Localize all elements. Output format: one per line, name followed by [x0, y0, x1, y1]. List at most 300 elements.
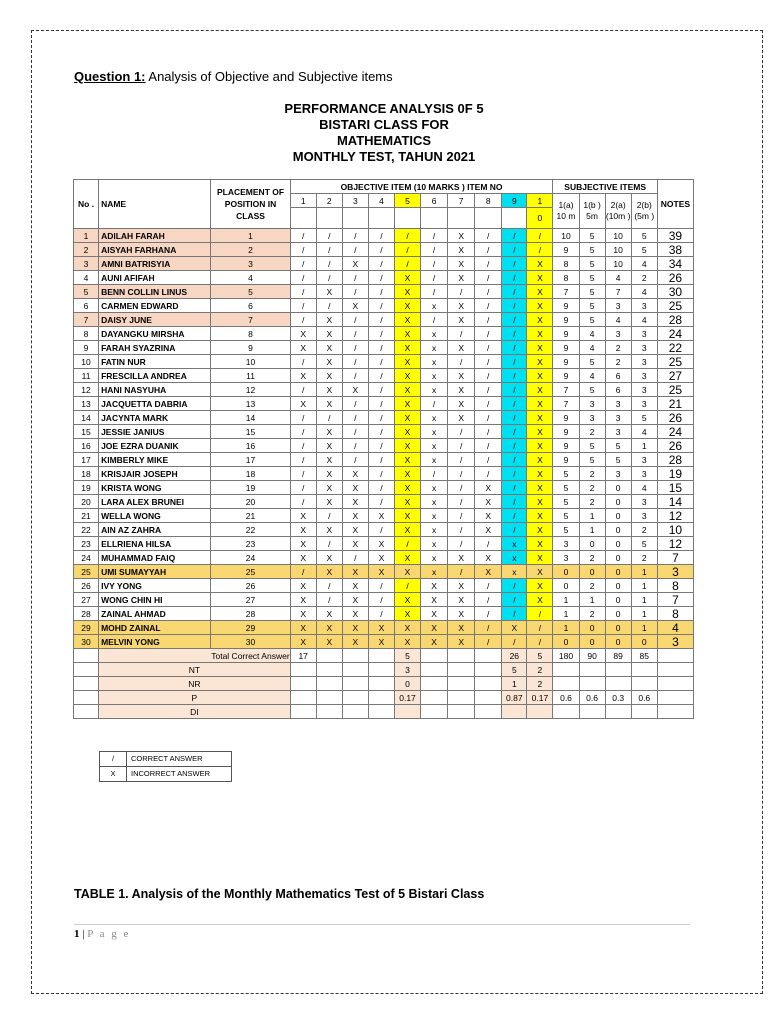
objective-answer: x — [421, 411, 448, 425]
placement-value: 13 — [211, 397, 290, 411]
objective-answer: X — [527, 481, 553, 495]
totals-cell: 5 — [502, 663, 527, 677]
totals-cell — [475, 663, 502, 677]
notes-value: 27 — [657, 369, 693, 383]
subjective-score: 2 — [631, 271, 657, 285]
objective-answer: X — [448, 243, 475, 257]
objective-answer: / — [502, 369, 527, 383]
student-name: KIMBERLY MIKE — [99, 453, 211, 467]
subjective-score: 3 — [631, 369, 657, 383]
objective-answer: / — [475, 257, 502, 271]
notes-value: 26 — [657, 411, 693, 425]
objective-answer: / — [448, 523, 475, 537]
placement-value: 23 — [211, 537, 290, 551]
totals-subj-cell — [605, 663, 631, 677]
title-line-4: MONTHLY TEST, TAHUN 2021 — [292, 149, 476, 164]
subjective-score: 1 — [553, 593, 579, 607]
objective-answer: / — [475, 439, 502, 453]
subjective-score: 5 — [579, 453, 605, 467]
objective-answer: / — [290, 495, 316, 509]
notes-value: 39 — [657, 229, 693, 243]
student-name: HANI NASYUHA — [99, 383, 211, 397]
totals-cell: 5 — [527, 649, 553, 663]
totals-label: NR — [99, 677, 291, 691]
notes-value: 30 — [657, 285, 693, 299]
subjective-score: 5 — [579, 229, 605, 243]
objective-answer: / — [368, 271, 394, 285]
objective-answer: X — [475, 495, 502, 509]
header-subj-item: 1(a) 10 m — [553, 194, 579, 229]
objective-answer: / — [368, 481, 394, 495]
objective-answer: X — [475, 523, 502, 537]
notes-value: 4 — [657, 621, 693, 635]
placement-value: 2 — [211, 243, 290, 257]
student-name: WONG CHIN HI — [99, 593, 211, 607]
objective-answer: / — [342, 425, 368, 439]
totals-cell — [342, 649, 368, 663]
row-number: 28 — [74, 607, 99, 621]
table-row — [74, 635, 694, 649]
header-obj-item: 6 — [421, 194, 448, 208]
objective-answer: / — [502, 271, 527, 285]
objective-answer: / — [394, 537, 420, 551]
totals-subj-cell — [579, 705, 605, 719]
objective-answer: X — [527, 453, 553, 467]
header-blank — [368, 208, 394, 229]
totals-cell — [368, 677, 394, 691]
subjective-score: 4 — [631, 481, 657, 495]
objective-answer: / — [448, 537, 475, 551]
objective-answer: / — [368, 593, 394, 607]
notes-value: 38 — [657, 243, 693, 257]
subjective-score: 5 — [579, 313, 605, 327]
student-name: KRISTA WONG — [99, 481, 211, 495]
objective-answer: X — [368, 621, 394, 635]
objective-answer: X — [394, 481, 420, 495]
objective-answer: X — [290, 341, 316, 355]
objective-answer: / — [290, 439, 316, 453]
objective-answer: X — [368, 551, 394, 565]
notes-value: 8 — [657, 579, 693, 593]
totals-blank — [74, 705, 99, 719]
objective-answer: / — [502, 257, 527, 271]
objective-answer: X — [527, 593, 553, 607]
placement-value: 10 — [211, 355, 290, 369]
totals-cell — [316, 691, 342, 705]
objective-answer: X — [448, 579, 475, 593]
question-label: Question 1: — [74, 69, 146, 84]
subjective-score: 0 — [605, 523, 631, 537]
row-number: 11 — [74, 369, 99, 383]
objective-answer: / — [475, 313, 502, 327]
header-row-1 — [74, 180, 694, 194]
objective-answer: / — [368, 285, 394, 299]
table-row — [74, 299, 694, 313]
header-blank — [421, 208, 448, 229]
objective-answer: / — [290, 411, 316, 425]
objective-answer: / — [502, 327, 527, 341]
subjective-score: 0 — [605, 537, 631, 551]
objective-answer: / — [368, 313, 394, 327]
objective-answer: / — [342, 439, 368, 453]
objective-answer: x — [421, 383, 448, 397]
totals-subj-cell — [553, 663, 579, 677]
subjective-score: 3 — [631, 327, 657, 341]
row-number: 2 — [74, 243, 99, 257]
objective-answer: / — [475, 425, 502, 439]
totals-subj-cell — [553, 705, 579, 719]
subjective-score: 3 — [605, 467, 631, 481]
table-row — [74, 509, 694, 523]
totals-cell — [316, 677, 342, 691]
subjective-score: 3 — [579, 397, 605, 411]
objective-answer: X — [421, 621, 448, 635]
objective-answer: x — [421, 565, 448, 579]
subjective-score: 9 — [553, 299, 579, 313]
subjective-score: 4 — [631, 425, 657, 439]
totals-subj-cell — [553, 677, 579, 691]
objective-answer: / — [316, 579, 342, 593]
objective-answer: / — [342, 551, 368, 565]
totals-subj-cell: 90 — [579, 649, 605, 663]
table-row — [74, 327, 694, 341]
header-blank — [290, 208, 316, 229]
objective-answer: / — [475, 635, 502, 649]
objective-answer: X — [527, 467, 553, 481]
objective-answer: X — [394, 355, 420, 369]
objective-answer: / — [368, 299, 394, 313]
totals-cell — [421, 705, 448, 719]
subjective-score: 5 — [579, 439, 605, 453]
objective-answer: X — [475, 481, 502, 495]
objective-answer: / — [527, 635, 553, 649]
header-notes: NOTES — [657, 180, 693, 229]
objective-answer: / — [368, 523, 394, 537]
subjective-score: 9 — [553, 243, 579, 257]
table-row — [74, 439, 694, 453]
subjective-score: 3 — [631, 495, 657, 509]
objective-answer: / — [316, 243, 342, 257]
placement-value: 28 — [211, 607, 290, 621]
totals-cell — [342, 663, 368, 677]
row-number: 7 — [74, 313, 99, 327]
objective-answer: X — [527, 299, 553, 313]
subjective-score: 2 — [631, 551, 657, 565]
totals-subj-cell — [579, 677, 605, 691]
objective-answer: x — [421, 341, 448, 355]
objective-answer: / — [368, 355, 394, 369]
totals-cell — [316, 649, 342, 663]
objective-answer: X — [342, 579, 368, 593]
objective-answer: X — [316, 383, 342, 397]
student-name: IVY YONG — [99, 579, 211, 593]
totals-cell — [448, 677, 475, 691]
objective-answer: / — [502, 411, 527, 425]
objective-answer: X — [290, 621, 316, 635]
objective-answer: / — [448, 355, 475, 369]
subjective-score: 4 — [631, 257, 657, 271]
placement-value: 29 — [211, 621, 290, 635]
totals-notes-blank — [657, 705, 693, 719]
subjective-score: 9 — [553, 411, 579, 425]
subjective-score: 4 — [579, 327, 605, 341]
table-row — [74, 271, 694, 285]
row-number: 3 — [74, 257, 99, 271]
objective-answer: / — [475, 579, 502, 593]
objective-answer: / — [502, 579, 527, 593]
objective-answer: / — [448, 327, 475, 341]
objective-answer: X — [394, 313, 420, 327]
objective-answer: / — [368, 495, 394, 509]
objective-answer: X — [527, 355, 553, 369]
subjective-score: 3 — [631, 467, 657, 481]
objective-answer: / — [316, 299, 342, 313]
header-subj-item: 1(b ) 5m — [579, 194, 605, 229]
subjective-score: 0 — [553, 565, 579, 579]
placement-value: 4 — [211, 271, 290, 285]
objective-answer: / — [368, 229, 394, 243]
student-name: WELLA WONG — [99, 509, 211, 523]
subjective-score: 9 — [553, 425, 579, 439]
subjective-score: 2 — [579, 579, 605, 593]
totals-cell: 0.87 — [502, 691, 527, 705]
placement-value: 9 — [211, 341, 290, 355]
objective-answer: / — [421, 397, 448, 411]
subjective-score: 0 — [631, 635, 657, 649]
objective-answer: / — [342, 369, 368, 383]
objective-answer: X — [394, 635, 420, 649]
objective-answer: X — [394, 607, 420, 621]
row-number: 1 — [74, 229, 99, 243]
notes-value: 26 — [657, 439, 693, 453]
objective-answer: X — [316, 369, 342, 383]
objective-answer: / — [368, 327, 394, 341]
table-row — [74, 341, 694, 355]
objective-answer: X — [316, 481, 342, 495]
subjective-score: 5 — [605, 453, 631, 467]
subjective-score: 6 — [605, 369, 631, 383]
objective-answer: / — [502, 341, 527, 355]
objective-answer: X — [394, 369, 420, 383]
objective-answer: X — [394, 271, 420, 285]
objective-answer: / — [290, 383, 316, 397]
table-row — [74, 411, 694, 425]
objective-answer: / — [475, 397, 502, 411]
totals-cell — [448, 691, 475, 705]
objective-answer: X — [316, 397, 342, 411]
objective-answer: X — [368, 635, 394, 649]
placement-value: 17 — [211, 453, 290, 467]
legend-symbol: X — [100, 767, 127, 782]
subjective-score: 9 — [553, 453, 579, 467]
subjective-score: 1 — [553, 607, 579, 621]
row-number: 20 — [74, 495, 99, 509]
totals-subj-cell — [631, 677, 657, 691]
objective-answer: X — [527, 285, 553, 299]
header-blank — [316, 208, 342, 229]
table-row — [74, 467, 694, 481]
subjective-score: 2 — [579, 495, 605, 509]
totals-cell: 2 — [527, 663, 553, 677]
notes-value: 7 — [657, 551, 693, 565]
subjective-score: 1 — [631, 621, 657, 635]
objective-answer: x — [421, 537, 448, 551]
notes-value: 15 — [657, 481, 693, 495]
totals-subj-cell — [631, 705, 657, 719]
subjective-score: 5 — [579, 243, 605, 257]
objective-answer: / — [527, 607, 553, 621]
totals-cell: 0.17 — [527, 691, 553, 705]
placement-value: 14 — [211, 411, 290, 425]
objective-answer: X — [394, 327, 420, 341]
subjective-score: 3 — [605, 425, 631, 439]
objective-answer: / — [475, 243, 502, 257]
totals-cell: 0.17 — [394, 691, 420, 705]
objective-answer: X — [316, 565, 342, 579]
objective-answer: / — [290, 313, 316, 327]
objective-answer: / — [448, 425, 475, 439]
table-row — [74, 285, 694, 299]
subjective-score: 1 — [631, 579, 657, 593]
subjective-score: 3 — [631, 383, 657, 397]
placement-value: 24 — [211, 551, 290, 565]
placement-value: 30 — [211, 635, 290, 649]
header-name: NAME — [99, 180, 211, 229]
subjective-score: 2 — [579, 481, 605, 495]
objective-answer: X — [394, 551, 420, 565]
objective-answer: X — [316, 523, 342, 537]
row-number: 4 — [74, 271, 99, 285]
header-subjective: SUBJECTIVE ITEMS — [553, 180, 657, 194]
subjective-score: 0 — [605, 551, 631, 565]
totals-subj-cell: 89 — [605, 649, 631, 663]
objective-answer: / — [342, 313, 368, 327]
totals-cell — [368, 691, 394, 705]
objective-answer: / — [368, 383, 394, 397]
totals-cell — [527, 705, 553, 719]
subjective-score: 3 — [553, 551, 579, 565]
objective-answer: / — [502, 467, 527, 481]
placement-value: 8 — [211, 327, 290, 341]
totals-cell — [342, 677, 368, 691]
objective-answer: / — [502, 243, 527, 257]
totals-subj-cell: 0.6 — [579, 691, 605, 705]
objective-answer: X — [342, 607, 368, 621]
page-footer — [74, 928, 130, 940]
subjective-score: 0 — [605, 565, 631, 579]
subjective-score: 5 — [579, 285, 605, 299]
student-name: ZAINAL AHMAD — [99, 607, 211, 621]
row-number: 19 — [74, 481, 99, 495]
objective-answer: / — [448, 509, 475, 523]
objective-answer: / — [394, 243, 420, 257]
table-row — [74, 243, 694, 257]
objective-answer: X — [527, 369, 553, 383]
subjective-score: 3 — [553, 537, 579, 551]
legend-text: CORRECT ANSWER — [127, 752, 232, 767]
legend-row — [100, 752, 232, 767]
totals-subj-cell — [631, 663, 657, 677]
notes-value: 10 — [657, 523, 693, 537]
subjective-score: 0 — [605, 509, 631, 523]
student-name: AISYAH FARHANA — [99, 243, 211, 257]
objective-answer: X — [448, 551, 475, 565]
notes-value: 25 — [657, 355, 693, 369]
objective-answer: X — [368, 565, 394, 579]
table-caption: TABLE 1. Analysis of the Monthly Mathematics Test of 5 Bistari Class — [74, 887, 485, 901]
subjective-score: 0 — [605, 481, 631, 495]
table-row — [74, 453, 694, 467]
placement-value: 25 — [211, 565, 290, 579]
objective-answer: / — [290, 257, 316, 271]
subjective-score: 9 — [553, 355, 579, 369]
subjective-score: 3 — [605, 411, 631, 425]
objective-answer: X — [290, 523, 316, 537]
objective-answer: X — [316, 327, 342, 341]
objective-answer: X — [527, 411, 553, 425]
row-number: 10 — [74, 355, 99, 369]
placement-value: 19 — [211, 481, 290, 495]
totals-blank — [74, 649, 99, 663]
objective-answer: X — [394, 285, 420, 299]
objective-answer: / — [316, 593, 342, 607]
subjective-score: 1 — [553, 621, 579, 635]
totals-cell — [475, 691, 502, 705]
objective-answer: / — [475, 327, 502, 341]
nr-row — [74, 677, 694, 691]
row-number: 14 — [74, 411, 99, 425]
notes-value: 12 — [657, 537, 693, 551]
objective-answer: X — [394, 509, 420, 523]
header-obj-item: 8 — [475, 194, 502, 208]
objective-answer: / — [527, 229, 553, 243]
objective-answer: / — [421, 313, 448, 327]
objective-answer: / — [502, 509, 527, 523]
subjective-score: 5 — [631, 243, 657, 257]
header-placement: PLACEMENT OF POSITION IN CLASS — [211, 180, 290, 229]
subjective-score: 10 — [605, 229, 631, 243]
totals-cell — [475, 677, 502, 691]
objective-answer: / — [448, 453, 475, 467]
placement-value: 26 — [211, 579, 290, 593]
objective-answer: X — [394, 411, 420, 425]
subjective-score: 3 — [605, 397, 631, 411]
objective-answer: x — [421, 355, 448, 369]
objective-answer: / — [502, 425, 527, 439]
row-number: 12 — [74, 383, 99, 397]
objective-answer: X — [368, 537, 394, 551]
legend-text: INCORRECT ANSWER — [127, 767, 232, 782]
objective-answer: / — [342, 397, 368, 411]
objective-answer: / — [475, 299, 502, 313]
student-name: AMNI BATRISYIA — [99, 257, 211, 271]
objective-answer: X — [527, 537, 553, 551]
objective-answer: / — [290, 453, 316, 467]
objective-answer: X — [527, 425, 553, 439]
objective-answer: / — [394, 257, 420, 271]
subjective-score: 5 — [553, 481, 579, 495]
objective-answer: X — [527, 551, 553, 565]
student-name: MELVIN YONG — [99, 635, 211, 649]
row-number: 15 — [74, 425, 99, 439]
student-name: JESSIE JANIUS — [99, 425, 211, 439]
objective-answer: X — [394, 593, 420, 607]
subjective-score: 1 — [579, 523, 605, 537]
totals-cell — [448, 649, 475, 663]
objective-answer: X — [290, 635, 316, 649]
objective-answer: X — [316, 285, 342, 299]
subjective-score: 4 — [605, 313, 631, 327]
